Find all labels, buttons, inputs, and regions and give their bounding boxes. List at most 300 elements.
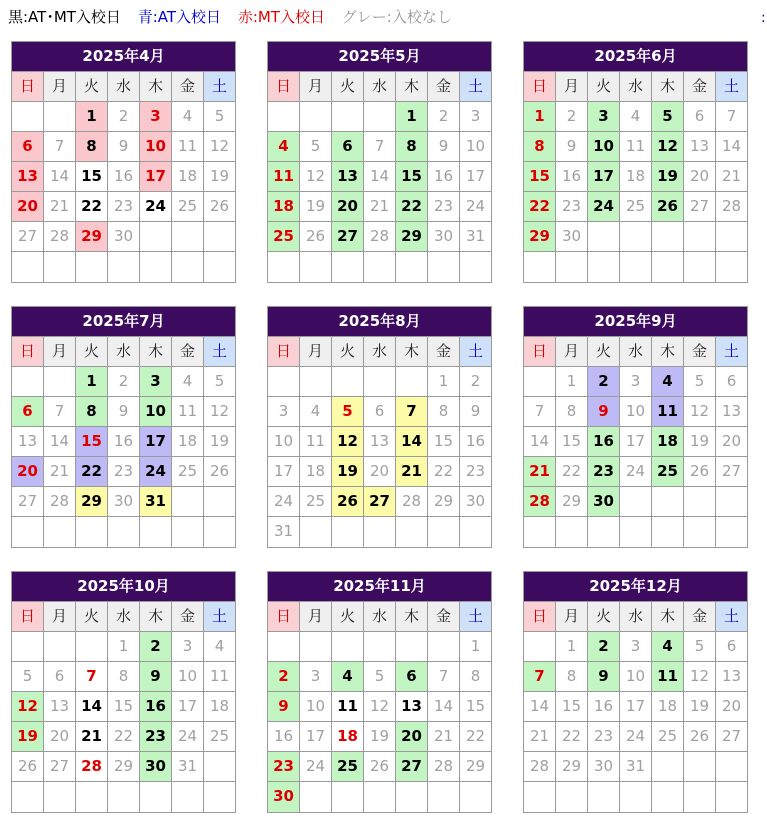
day-cell: 13 — [716, 397, 747, 427]
day-cell: 7 — [364, 132, 396, 162]
day-cell: 9 — [556, 132, 588, 162]
weekday-header: 金 — [428, 337, 460, 367]
empty-cell — [620, 517, 652, 547]
empty-cell — [76, 632, 108, 662]
day-cell: 6 — [12, 132, 44, 162]
day-cell: 17 — [172, 692, 204, 722]
empty-cell — [204, 752, 235, 782]
day-cell: 1 — [556, 632, 588, 662]
week-row — [268, 722, 491, 752]
empty-cell — [524, 367, 556, 397]
day-cell: 20 — [684, 162, 716, 192]
day-cell: 5 — [12, 662, 44, 692]
weekday-header: 金 — [428, 602, 460, 632]
empty-cell — [428, 782, 460, 812]
day-cell: 4 — [204, 632, 235, 662]
day-cell: 20 — [12, 457, 44, 487]
day-cell: 18 — [652, 427, 684, 457]
empty-cell — [396, 252, 428, 282]
day-cell: 23 — [428, 192, 460, 222]
day-cell: 18 — [268, 192, 300, 222]
day-cell: 23 — [108, 192, 140, 222]
week-row — [524, 752, 747, 782]
day-cell: 20 — [396, 722, 428, 752]
empty-cell — [364, 252, 396, 282]
day-cell: 9 — [108, 397, 140, 427]
calendar-month — [523, 306, 748, 548]
day-cell: 9 — [140, 662, 172, 692]
day-cell: 23 — [588, 722, 620, 752]
empty-cell — [140, 252, 172, 282]
day-cell: 4 — [268, 132, 300, 162]
day-cell: 7 — [44, 132, 76, 162]
day-cell: 1 — [76, 367, 108, 397]
day-cell: 14 — [44, 427, 76, 457]
day-cell: 20 — [12, 192, 44, 222]
empty-cell — [332, 782, 364, 812]
empty-cell — [140, 782, 172, 812]
day-cell: 11 — [652, 397, 684, 427]
weekday-header-row — [268, 72, 491, 102]
day-cell: 6 — [716, 632, 747, 662]
day-cell: 17 — [588, 162, 620, 192]
day-cell: 20 — [716, 692, 747, 722]
day-cell: 14 — [44, 162, 76, 192]
day-cell: 18 — [204, 692, 235, 722]
day-cell: 14 — [76, 692, 108, 722]
calendar-month — [523, 41, 748, 283]
empty-cell — [12, 632, 44, 662]
empty-cell — [716, 752, 747, 782]
empty-cell — [524, 632, 556, 662]
day-cell: 22 — [108, 722, 140, 752]
empty-cell — [684, 222, 716, 252]
day-cell: 7 — [524, 662, 556, 692]
legend-red: 赤:MT入校日 — [237, 8, 325, 26]
week-row — [524, 397, 747, 427]
day-cell: 24 — [268, 487, 300, 517]
day-cell: 17 — [268, 457, 300, 487]
day-cell: 18 — [332, 722, 364, 752]
day-cell: 13 — [44, 692, 76, 722]
day-cell: 17 — [140, 427, 172, 457]
day-cell: 1 — [396, 102, 428, 132]
day-cell: 17 — [620, 692, 652, 722]
empty-cell — [108, 252, 140, 282]
day-cell: 27 — [716, 457, 747, 487]
day-cell: 19 — [204, 427, 235, 457]
weekday-header: 木 — [652, 602, 684, 632]
calendar-month — [267, 306, 492, 548]
weekday-header: 木 — [396, 602, 428, 632]
day-cell: 22 — [76, 192, 108, 222]
empty-cell — [620, 252, 652, 282]
day-cell: 19 — [652, 162, 684, 192]
empty-cell — [620, 487, 652, 517]
day-cell: 21 — [364, 192, 396, 222]
week-row — [524, 132, 747, 162]
day-cell: 24 — [140, 457, 172, 487]
weekday-header: 日 — [524, 72, 556, 102]
day-cell: 28 — [524, 487, 556, 517]
week-row — [524, 367, 747, 397]
day-cell: 29 — [396, 222, 428, 252]
weekday-header: 日 — [524, 602, 556, 632]
day-cell: 30 — [108, 487, 140, 517]
day-cell: 11 — [172, 397, 204, 427]
day-cell: 31 — [140, 487, 172, 517]
calendar-month-title: 2025年4月 — [12, 42, 235, 72]
day-cell: 22 — [396, 192, 428, 222]
empty-cell — [300, 782, 332, 812]
day-cell: 15 — [108, 692, 140, 722]
day-cell: 7 — [396, 397, 428, 427]
day-cell: 13 — [12, 162, 44, 192]
day-cell: 12 — [332, 427, 364, 457]
week-row — [524, 662, 747, 692]
day-cell: 10 — [460, 132, 491, 162]
day-cell: 16 — [108, 427, 140, 457]
weekday-header: 日 — [524, 337, 556, 367]
day-cell: 6 — [364, 397, 396, 427]
day-cell: 11 — [300, 427, 332, 457]
day-cell: 25 — [172, 192, 204, 222]
day-cell: 3 — [620, 367, 652, 397]
day-cell: 20 — [332, 192, 364, 222]
empty-cell — [12, 252, 44, 282]
day-cell: 16 — [588, 427, 620, 457]
day-cell: 17 — [140, 162, 172, 192]
day-cell: 5 — [204, 367, 235, 397]
empty-cell — [524, 252, 556, 282]
weekday-header: 土 — [204, 602, 235, 632]
week-row — [12, 252, 235, 282]
week-row — [524, 192, 747, 222]
empty-cell — [652, 752, 684, 782]
empty-cell — [684, 782, 716, 812]
day-cell: 29 — [524, 222, 556, 252]
day-cell: 6 — [12, 397, 44, 427]
day-cell: 28 — [44, 222, 76, 252]
weekday-header: 金 — [172, 72, 204, 102]
weekday-header: 木 — [396, 72, 428, 102]
empty-cell — [396, 782, 428, 812]
day-cell: 12 — [204, 132, 235, 162]
day-cell: 4 — [172, 102, 204, 132]
day-cell: 23 — [108, 457, 140, 487]
day-cell: 9 — [588, 397, 620, 427]
day-cell: 6 — [396, 662, 428, 692]
empty-cell — [300, 632, 332, 662]
day-cell: 9 — [268, 692, 300, 722]
week-row — [268, 457, 491, 487]
weekday-header: 火 — [588, 337, 620, 367]
weekday-header-row — [268, 337, 491, 367]
weekday-header: 水 — [620, 602, 652, 632]
week-row — [12, 487, 235, 517]
weekday-header: 木 — [140, 72, 172, 102]
empty-cell — [204, 252, 235, 282]
day-cell: 28 — [396, 487, 428, 517]
empty-cell — [652, 252, 684, 282]
day-cell: 8 — [524, 132, 556, 162]
day-cell: 29 — [556, 487, 588, 517]
day-cell: 4 — [172, 367, 204, 397]
day-cell: 11 — [268, 162, 300, 192]
week-row — [12, 427, 235, 457]
week-row — [12, 102, 235, 132]
empty-cell — [300, 517, 332, 547]
day-cell: 31 — [268, 517, 300, 547]
week-row — [268, 132, 491, 162]
day-cell: 17 — [460, 162, 491, 192]
day-cell: 13 — [332, 162, 364, 192]
weekday-header: 月 — [556, 337, 588, 367]
week-row — [524, 427, 747, 457]
empty-cell — [652, 222, 684, 252]
day-cell: 29 — [108, 752, 140, 782]
day-cell: 18 — [300, 457, 332, 487]
weekday-header: 水 — [620, 337, 652, 367]
day-cell: 21 — [524, 722, 556, 752]
empty-cell — [300, 367, 332, 397]
day-cell: 17 — [300, 722, 332, 752]
day-cell: 1 — [108, 632, 140, 662]
empty-cell — [268, 102, 300, 132]
day-cell: 7 — [76, 662, 108, 692]
week-row — [524, 722, 747, 752]
day-cell: 6 — [332, 132, 364, 162]
day-cell: 24 — [620, 722, 652, 752]
calendar-month — [11, 306, 236, 548]
empty-cell — [44, 102, 76, 132]
week-row — [268, 487, 491, 517]
day-cell: 12 — [364, 692, 396, 722]
empty-cell — [172, 252, 204, 282]
week-row — [12, 632, 235, 662]
day-cell: 16 — [460, 427, 491, 457]
calendar-month-title: 2025年7月 — [12, 307, 235, 337]
day-cell: 15 — [556, 692, 588, 722]
weekday-header-row — [524, 602, 747, 632]
day-cell: 21 — [716, 162, 747, 192]
day-cell: 19 — [204, 162, 235, 192]
weekday-header: 日 — [268, 337, 300, 367]
day-cell: 22 — [556, 722, 588, 752]
day-cell: 4 — [652, 367, 684, 397]
day-cell: 20 — [44, 722, 76, 752]
week-row — [268, 517, 491, 547]
day-cell: 25 — [332, 752, 364, 782]
day-cell: 2 — [428, 102, 460, 132]
day-cell: 11 — [332, 692, 364, 722]
day-cell: 19 — [332, 457, 364, 487]
week-row — [12, 397, 235, 427]
day-cell: 28 — [524, 752, 556, 782]
day-cell: 30 — [556, 222, 588, 252]
day-cell: 24 — [140, 192, 172, 222]
day-cell: 12 — [12, 692, 44, 722]
day-cell: 31 — [172, 752, 204, 782]
day-cell: 8 — [108, 662, 140, 692]
empty-cell — [140, 222, 172, 252]
day-cell: 19 — [684, 427, 716, 457]
empty-cell — [556, 252, 588, 282]
day-cell: 11 — [620, 132, 652, 162]
day-cell: 8 — [76, 132, 108, 162]
weekday-header: 土 — [716, 72, 747, 102]
day-cell: 4 — [620, 102, 652, 132]
day-cell: 14 — [364, 162, 396, 192]
weekday-header: 土 — [460, 72, 491, 102]
empty-cell — [364, 102, 396, 132]
day-cell: 27 — [396, 752, 428, 782]
day-cell: 19 — [364, 722, 396, 752]
empty-cell — [332, 632, 364, 662]
empty-cell — [364, 517, 396, 547]
weekday-header: 火 — [76, 72, 108, 102]
empty-cell — [204, 782, 235, 812]
day-cell: 28 — [716, 192, 747, 222]
weekday-header: 木 — [652, 72, 684, 102]
day-cell: 11 — [204, 662, 235, 692]
weekday-header: 水 — [108, 72, 140, 102]
empty-cell — [556, 782, 588, 812]
day-cell: 2 — [268, 662, 300, 692]
weekday-header: 金 — [428, 72, 460, 102]
day-cell: 6 — [684, 102, 716, 132]
day-cell: 7 — [716, 102, 747, 132]
empty-cell — [524, 517, 556, 547]
legend-black: 黒:AT･MT入校日 — [8, 8, 121, 26]
day-cell: 26 — [684, 457, 716, 487]
day-cell: 6 — [44, 662, 76, 692]
empty-cell — [172, 517, 204, 547]
day-cell: 3 — [140, 367, 172, 397]
day-cell: 4 — [300, 397, 332, 427]
week-row — [268, 397, 491, 427]
day-cell: 3 — [172, 632, 204, 662]
day-cell: 1 — [460, 632, 491, 662]
day-cell: 8 — [556, 397, 588, 427]
week-row — [524, 782, 747, 812]
week-row — [524, 632, 747, 662]
day-cell: 2 — [460, 367, 491, 397]
empty-cell — [204, 517, 235, 547]
day-cell: 3 — [588, 102, 620, 132]
day-cell: 27 — [364, 487, 396, 517]
empty-cell — [428, 632, 460, 662]
empty-cell — [172, 782, 204, 812]
weekday-header: 月 — [44, 337, 76, 367]
day-cell: 4 — [332, 662, 364, 692]
empty-cell — [332, 252, 364, 282]
empty-cell — [460, 252, 491, 282]
day-cell: 30 — [588, 752, 620, 782]
day-cell: 29 — [428, 487, 460, 517]
day-cell: 4 — [652, 632, 684, 662]
weekday-header: 水 — [364, 337, 396, 367]
empty-cell — [620, 222, 652, 252]
empty-cell — [556, 517, 588, 547]
calendar-month-title: 2025年8月 — [268, 307, 491, 337]
day-cell: 18 — [652, 692, 684, 722]
empty-cell — [108, 782, 140, 812]
day-cell: 26 — [684, 722, 716, 752]
empty-cell — [652, 782, 684, 812]
calendar-month — [267, 571, 492, 813]
empty-cell — [12, 367, 44, 397]
day-cell: 10 — [620, 397, 652, 427]
day-cell: 5 — [204, 102, 235, 132]
weekday-header: 水 — [364, 72, 396, 102]
weekday-header: 月 — [44, 602, 76, 632]
empty-cell — [44, 782, 76, 812]
weekday-header: 火 — [76, 337, 108, 367]
weekday-header: 月 — [300, 337, 332, 367]
day-cell: 26 — [12, 752, 44, 782]
day-cell: 13 — [716, 662, 747, 692]
empty-cell — [12, 102, 44, 132]
day-cell: 26 — [300, 222, 332, 252]
weekday-header: 金 — [172, 337, 204, 367]
weekday-header: 金 — [684, 72, 716, 102]
day-cell: 5 — [684, 367, 716, 397]
weekday-header-row — [12, 72, 235, 102]
day-cell: 16 — [588, 692, 620, 722]
empty-cell — [300, 102, 332, 132]
day-cell: 29 — [460, 752, 491, 782]
empty-cell — [76, 782, 108, 812]
day-cell: 18 — [172, 162, 204, 192]
weekday-header-row — [268, 602, 491, 632]
day-cell: 5 — [364, 662, 396, 692]
day-cell: 26 — [332, 487, 364, 517]
empty-cell — [44, 517, 76, 547]
empty-cell — [140, 517, 172, 547]
day-cell: 16 — [268, 722, 300, 752]
week-row — [12, 162, 235, 192]
week-row — [268, 367, 491, 397]
day-cell: 11 — [172, 132, 204, 162]
day-cell: 8 — [556, 662, 588, 692]
day-cell: 3 — [620, 632, 652, 662]
day-cell: 31 — [460, 222, 491, 252]
day-cell: 25 — [172, 457, 204, 487]
day-cell: 5 — [652, 102, 684, 132]
day-cell: 16 — [428, 162, 460, 192]
day-cell: 22 — [428, 457, 460, 487]
weekday-header-row — [12, 337, 235, 367]
day-cell: 8 — [76, 397, 108, 427]
empty-cell — [300, 252, 332, 282]
day-cell: 21 — [76, 722, 108, 752]
weekday-header-row — [524, 72, 747, 102]
day-cell: 8 — [460, 662, 491, 692]
day-cell: 10 — [588, 132, 620, 162]
week-row — [268, 782, 491, 812]
day-cell: 13 — [396, 692, 428, 722]
day-cell: 18 — [620, 162, 652, 192]
day-cell: 3 — [140, 102, 172, 132]
weekday-header: 月 — [556, 602, 588, 632]
day-cell: 5 — [684, 632, 716, 662]
day-cell: 29 — [76, 487, 108, 517]
day-cell: 12 — [204, 397, 235, 427]
week-row — [268, 752, 491, 782]
day-cell: 30 — [460, 487, 491, 517]
empty-cell — [268, 367, 300, 397]
